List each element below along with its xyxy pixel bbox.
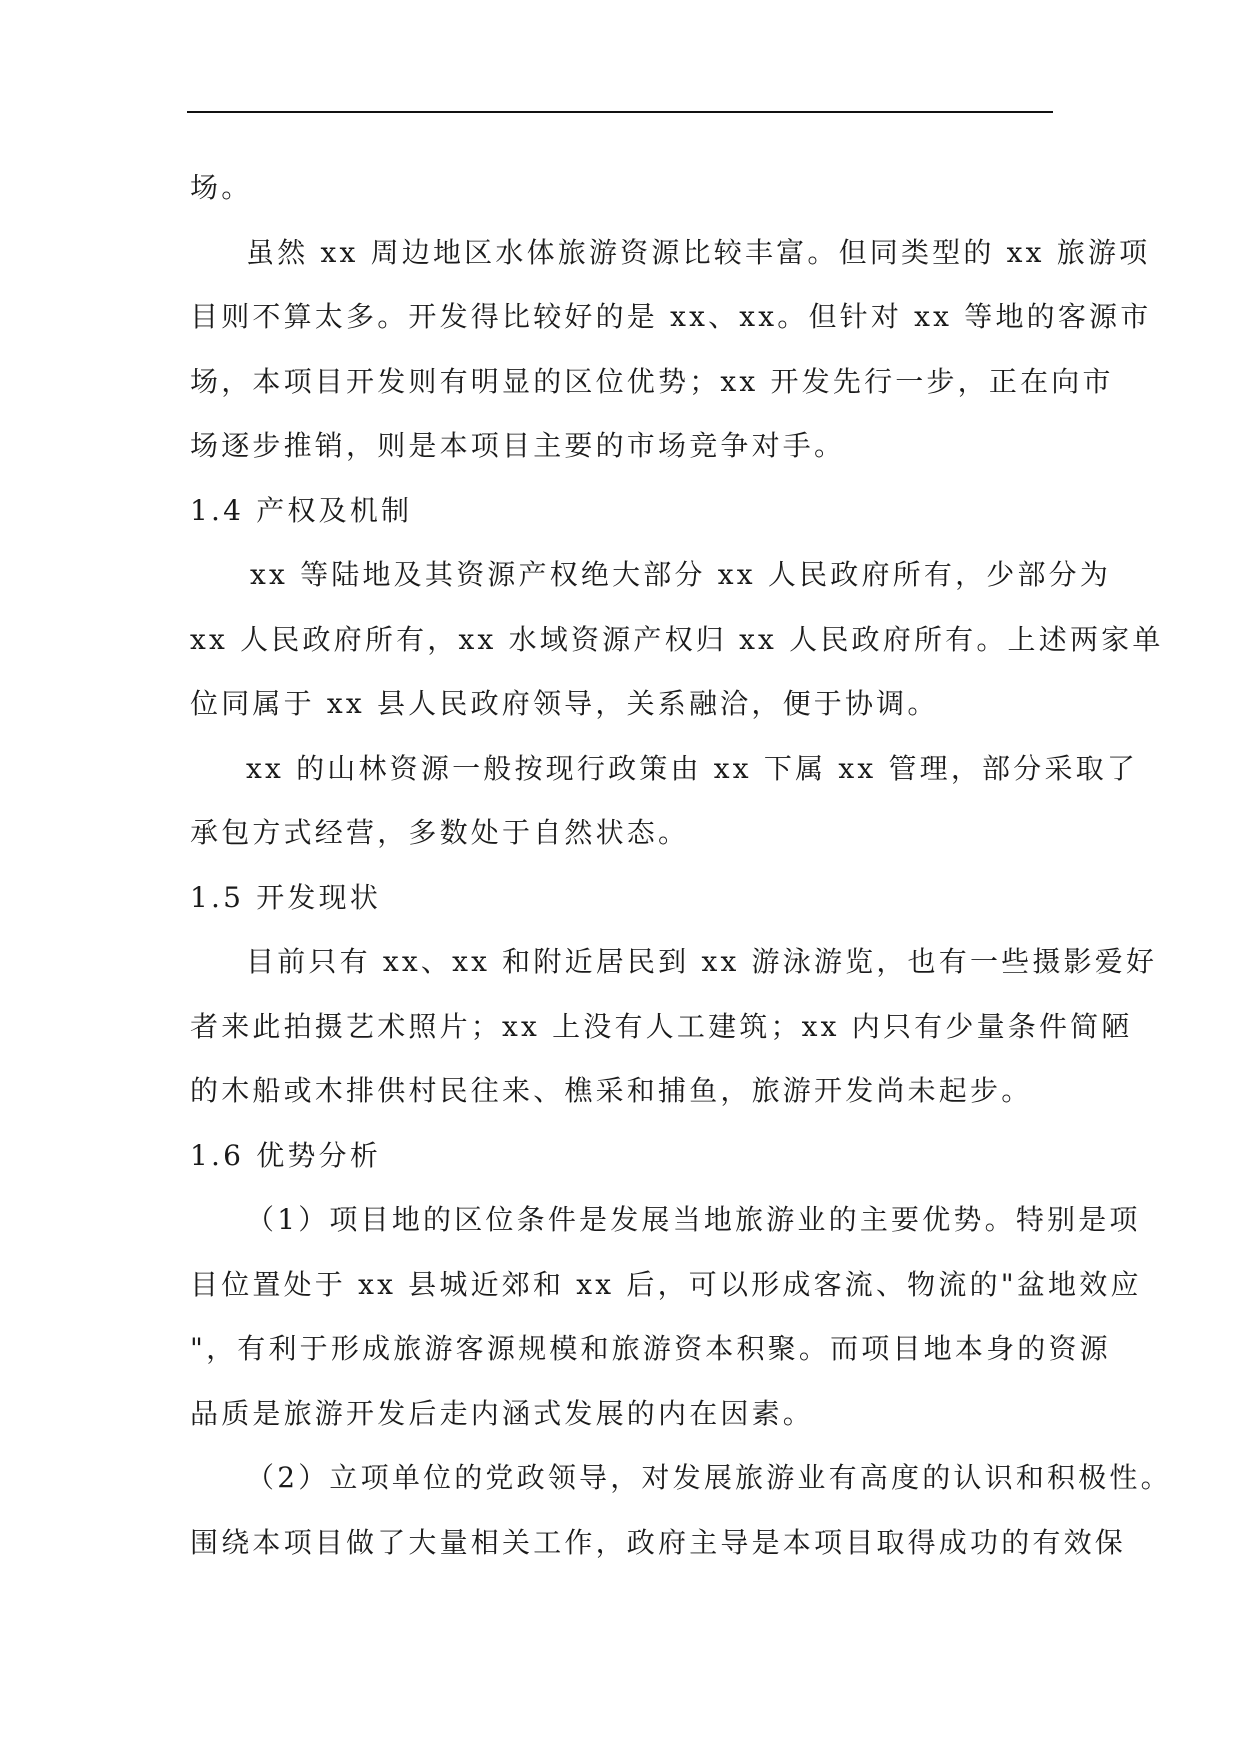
document-body — [190, 156, 1172, 1575]
header-rule — [187, 111, 1053, 113]
paragraph-line: xx 等陆地及其资源产权绝大部分 xx 人民政府所有，少部分为 — [250, 558, 1112, 591]
section-heading-1-4: 1.4 产权及机制 — [190, 493, 413, 527]
paragraph-line: xx 人民政府所有，xx 水域资源产权归 xx 人民政府所有。上述两家单 — [190, 622, 1164, 656]
paragraph-line: 品质是旅游开发后走内涵式发展的内在因素。 — [190, 1396, 815, 1430]
paragraph-line: 位同属于 xx 县人民政府领导，关系融洽，便于协调。 — [190, 687, 939, 720]
section-heading-1-6: 1.6 优势分析 — [190, 1138, 382, 1172]
paragraph-line: 场逐步推销，则是本项目主要的市场竞争对手。 — [190, 429, 846, 462]
paragraph-line: 场，本项目开发则有明显的区位优势；xx 开发先行一步，正在向市 — [190, 364, 1114, 398]
paragraph-line: （2）立项单位的党政领导，对发展旅游业有高度的认识和积极性。 — [246, 1461, 1172, 1494]
paragraph-line: 围绕本项目做了大量相关工作，政府主导是本项目取得成功的有效保 — [190, 1525, 1127, 1559]
paragraph-line: 者来此拍摄艺术照片；xx 上没有人工建筑；xx 内只有少量条件简陋 — [190, 1009, 1133, 1043]
paragraph-line: "，有利于形成旅游客源规模和旅游资本积聚。而项目地本身的资源 — [190, 1332, 1111, 1365]
paragraph-line: xx 的山林资源一般按现行政策由 xx 下属 xx 管理，部分采取了 — [246, 751, 1139, 785]
paragraph-line: 的木船或木排供村民往来、樵采和捕鱼，旅游开发尚未起步。 — [190, 1074, 1033, 1107]
section-heading-1-5: 1.5 开发现状 — [190, 880, 382, 914]
paragraph-line: 目则不算太多。开发得比较好的是 xx、xx。但针对 xx 等地的客源市 — [190, 300, 1152, 333]
paragraph-line: 目前只有 xx、xx 和附近居民到 xx 游泳游览，也有一些摄影爱好 — [246, 945, 1158, 978]
paragraph-line: （1）项目地的区位条件是发展当地旅游业的主要优势。特别是项 — [246, 1203, 1141, 1236]
paragraph-line: 承包方式经营，多数处于自然状态。 — [190, 816, 690, 849]
paragraph-line: 场。 — [190, 171, 253, 204]
paragraph-line: 虽然 xx 周边地区水体旅游资源比较丰富。但同类型的 xx 旅游项 — [246, 235, 1151, 269]
paragraph-line: 目位置处于 xx 县城近郊和 xx 后，可以形成客流、物流的"盆地效应 — [190, 1267, 1142, 1301]
